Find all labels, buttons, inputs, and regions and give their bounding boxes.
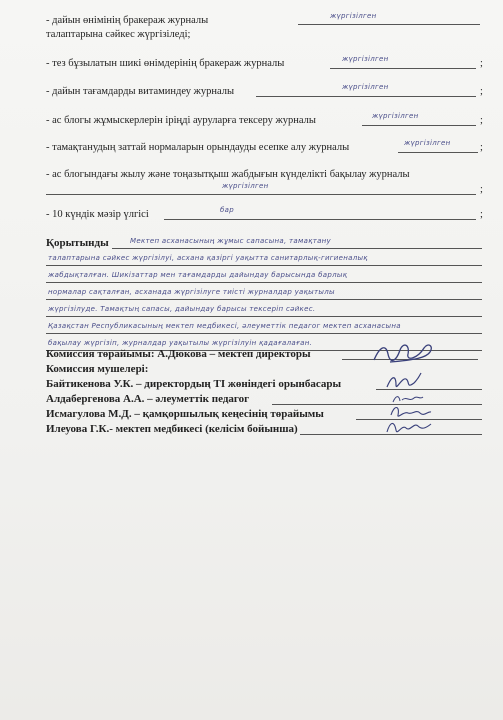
conclusion-rule-4 [46,299,482,300]
item-1-rule [298,24,480,25]
item-4-end: ; [480,115,483,126]
item-1-text: - дайын өнімінің бракераж журналы [46,15,209,26]
item-7-end: ; [480,209,483,220]
commission-chair: Комиссия төрайымы: А.Дюкова – мектеп директоры [46,348,311,360]
conclusion-line-4: нормалар сақталған, асханада жүргізілуге тиісті журналдар уақытылы [48,288,335,296]
member-2-signature-rule [272,404,482,405]
commission-members-label: Комиссия мушелері: [46,363,149,375]
conclusion-rule-6 [46,333,482,334]
item-2-rule [330,68,476,69]
item-5-rule [398,152,478,153]
item-4-text: - ас блогы жұмыскерлерін іріңді ауруларға тексеру журналы [46,115,316,126]
item-3-handwriting: жүргізілген [342,83,389,91]
item-6-handwriting: жүргізілген [222,182,269,190]
chair-signature [370,340,440,366]
item-3-rule [256,96,476,97]
item-2-text: - тез бұзылатын шикі өнімдерінің бракераж журналы [46,58,285,69]
item-6-rule [46,194,476,195]
conclusion-line-3: жабдықталған. Шикізаттар мен тағамдарды дайындау барысында барлық [48,271,348,279]
conclusion-rule-5 [46,316,482,317]
conclusion-rule-2 [46,265,482,266]
conclusion-line-2: талаптарына сәйкес жүргізілуі, асхана қазіргі уақытта санитарлық-гигиеналық [48,254,368,262]
item-5-text: - тамақтанудың заттай нормаларын орындауды есепке алу журналы [46,142,350,153]
conclusion-line-1: Мектеп асханасының жұмыс сапасына, тамақтану [130,237,332,245]
item-6-end: ; [480,184,483,195]
item-5-handwriting: жүргізілген [404,139,451,147]
conclusion-line-5: жүргізілуде. Тамақтың сапасы, дайындау барысы тексеріп сәйкес. [48,305,316,313]
item-5-end: ; [480,142,483,153]
item-3-end: ; [480,86,483,97]
member-1-signature [384,371,424,393]
item-7-handwriting: бар [220,206,234,214]
conclusion-line-6: Қазақстан Республикасының мектеп медбикесі, әлеуметтік педагог мектеп асханасына [48,322,401,330]
item-2-handwriting: жүргізілген [342,55,389,63]
conclusion-rule-3 [46,282,482,283]
item-2-end: ; [480,58,483,69]
member-4-signature [384,418,434,438]
conclusion-line-7: бақылау жүргізіп, журналдар уақытылы жүргізілуін қадағалаған. [48,339,313,347]
item-3-text: - дайын тағамдарды витаминдеу журналы [46,86,235,97]
item-7-rule [164,219,476,220]
conclusion-rule-1 [112,248,482,249]
item-1-handwriting: жүргізілген [330,12,377,20]
conclusion-label: Қорытынды [46,237,109,249]
item-4-handwriting: жүргізілген [372,112,419,120]
item-6-text: - ас блогындағы жылу және тоңазытқыш жабдығын күнделікті бақылау журналы [46,169,410,180]
member-3: Исмагулова М.Д. – қамқоршылық кеңесінің төрайымы [46,408,324,420]
item-4-rule [362,125,476,126]
member-1: Байтикенова У.К. – директордың ТІ жөніндегі орынбасары [46,378,342,390]
member-2: Алдабергенова А.А. – әлеуметтік педагог [46,393,250,405]
item-7-text: - 10 күндік мәзір үлгісі [46,209,149,220]
member-4: Илеуова Г.К.- мектеп медбикесі (келісім бойынша) [46,423,298,435]
item-1-text-continued: талаптарына сәйкес жүргізіледі; [46,29,191,40]
